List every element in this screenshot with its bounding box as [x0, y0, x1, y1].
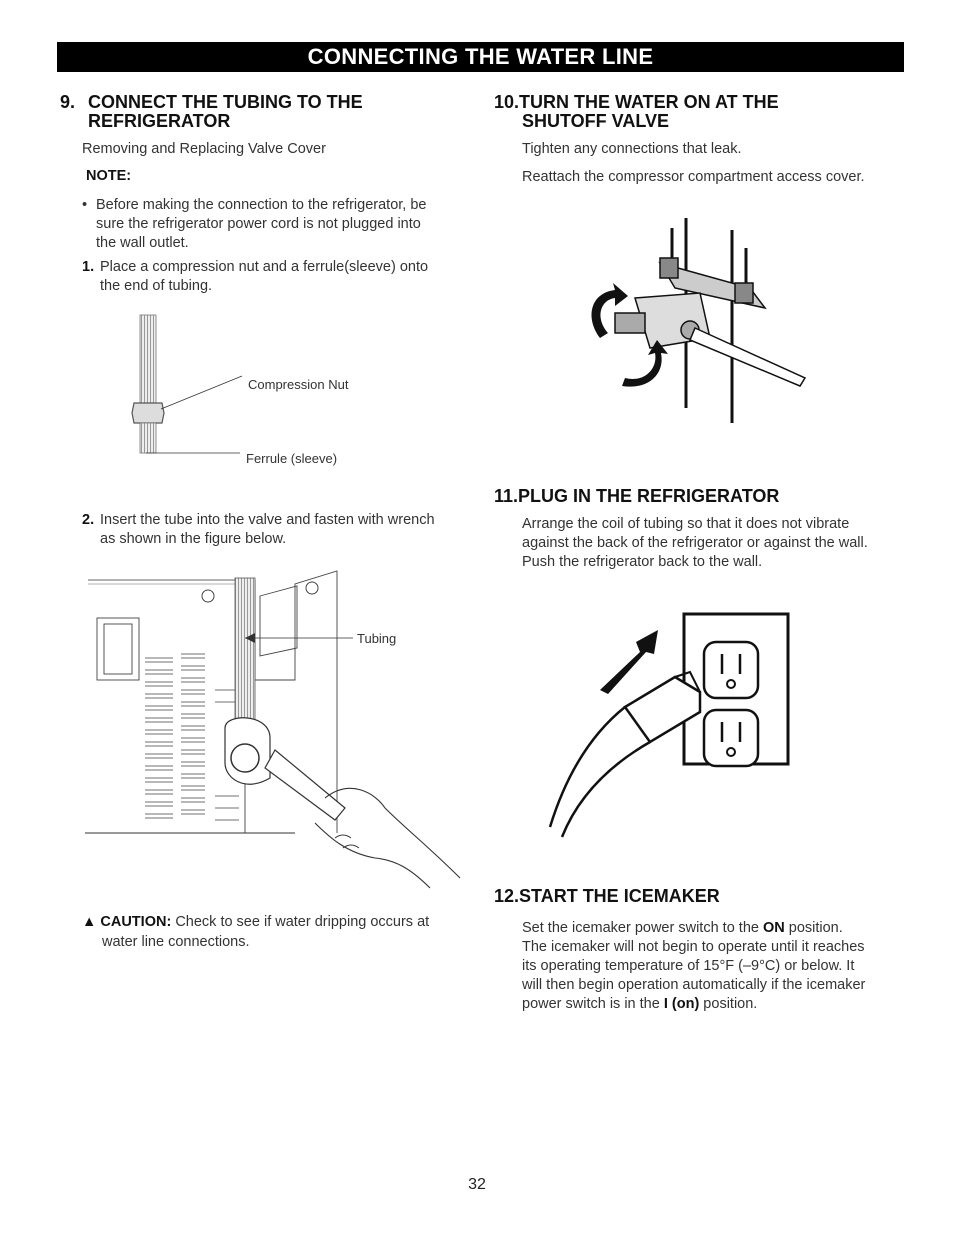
valve-handle — [615, 313, 645, 333]
note-label: NOTE: — [86, 168, 132, 184]
wrench-valve-illustration — [85, 568, 465, 908]
step11-line: Push the refrigerator back to the wall. — [522, 554, 763, 570]
on-keyword: I (on) — [663, 996, 700, 1012]
bullet-dot: • — [82, 197, 88, 213]
step12-text: position. — [784, 920, 843, 936]
bullet-line: Before making the connection to the refrigerator, be — [96, 197, 427, 213]
caution-line2: water line connections. — [102, 934, 250, 950]
step11-number: 11. — [494, 486, 519, 506]
step10-number: 10. — [494, 92, 520, 112]
step10-line1: Tighten any connections that leak. — [522, 141, 742, 157]
tubing-fitting-illustration — [120, 310, 380, 475]
step11-line: against the back of the refrigerator or against the wall. — [522, 535, 868, 551]
step12-title: START THE ICEMAKER — [519, 886, 720, 906]
step12-number: 12. — [494, 886, 520, 906]
step12-text: Set the icemaker power switch to the — [522, 920, 763, 936]
step12-body — [522, 919, 865, 1014]
outlet-receptacle-top — [704, 642, 758, 698]
ferrule-label: Ferrule (sleeve) — [246, 451, 338, 466]
compression-nut-label: Compression Nut — [248, 377, 349, 392]
tubing — [235, 578, 255, 738]
step9-item2 — [82, 511, 435, 547]
step12-line — [522, 919, 865, 938]
step9-heading — [60, 92, 363, 112]
step11-heading — [494, 486, 779, 506]
item1-line: the end of tubing. — [100, 278, 213, 294]
step9-item1 — [82, 258, 429, 294]
step9-number: 9. — [60, 92, 76, 112]
item2-number: 2. — [82, 512, 95, 528]
compression-nut — [132, 403, 164, 423]
step9-title-line2: REFRIGERATOR — [88, 111, 231, 131]
step10-line2: Reattach the compressor compartment access cover. — [522, 169, 865, 185]
wrench — [265, 750, 345, 820]
bullet-line: sure the refrigerator power cord is not plugged into — [96, 216, 421, 232]
step12-line: will then begin operation automatically if the icemaker — [522, 977, 866, 993]
outlet-receptacle-bottom — [704, 710, 758, 766]
step11-line: Arrange the coil of tubing so that it does not vibrate — [522, 516, 850, 532]
caution-label: CAUTION: — [100, 914, 172, 930]
step12-text: position. — [699, 996, 758, 1012]
step9-intro: Removing and Replacing Valve Cover — [82, 141, 326, 157]
step11-body — [522, 515, 868, 572]
bullet-line: the wall outlet. — [96, 235, 189, 251]
clockwise-arrow-icon — [622, 340, 668, 387]
copper-tubing — [690, 328, 805, 386]
item2-line: Insert the tube into the valve and fasten with wrench — [100, 512, 435, 528]
tubing-label: Tubing — [357, 631, 397, 646]
wall-outlet-illustration — [540, 612, 800, 842]
step10-title-line2: SHUTOFF VALVE — [522, 111, 670, 131]
step12-line: The icemaker will not begin to operate until it reaches — [522, 939, 865, 955]
push-arrow-icon — [600, 630, 658, 694]
step12-heading — [494, 886, 720, 906]
step10-heading — [494, 92, 779, 112]
section-banner: CONNECTING THE WATER LINE — [57, 42, 904, 72]
hand — [325, 788, 460, 878]
note-bullet — [82, 196, 427, 251]
item1-number: 1. — [82, 259, 95, 275]
ferrule — [140, 423, 156, 453]
caution-line1 — [82, 913, 429, 932]
step12-text: power switch is in the — [522, 996, 664, 1012]
shutoff-valve-illustration — [560, 218, 820, 428]
item1-line: Place a compression nut and a ferrule(sleeve) onto — [100, 259, 429, 275]
on-keyword: ON — [762, 920, 785, 936]
step12-line — [522, 995, 865, 1014]
step9-title-line1: CONNECT THE TUBING TO THE — [88, 92, 363, 112]
caution-text: Check to see if water dripping occurs at — [175, 914, 430, 930]
step10-title-line1: TURN THE WATER ON AT THE — [519, 92, 779, 112]
step11-title: PLUG IN THE REFRIGERATOR — [518, 486, 780, 506]
warning-icon: ▲ — [82, 914, 97, 930]
item2-line: as shown in the figure below. — [100, 531, 287, 547]
page-number: 32 — [468, 1176, 486, 1193]
step12-line: its operating temperature of 15°F (–9°C) or below. It — [522, 958, 855, 974]
